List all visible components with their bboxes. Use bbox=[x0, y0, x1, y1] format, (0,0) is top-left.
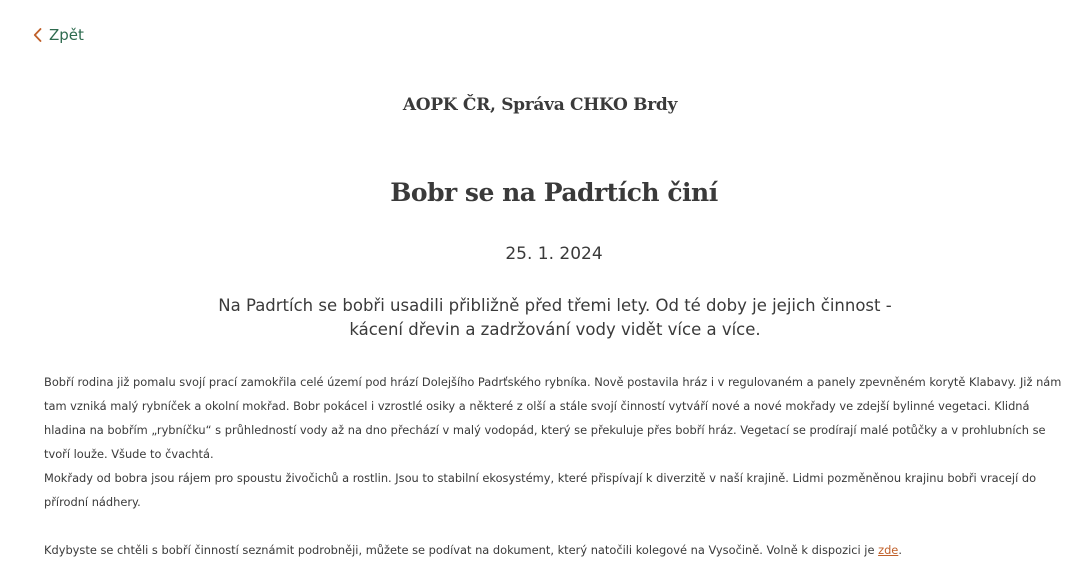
paragraph-1: Bobří rodina již pomalu svojí prací zamokřila celé území pod hrází Dolejšího Padrťského rybníka. Nově postavila hráz i v regulovaném a panely zpevněném korytě Klabavy. Již nám tam vzniká malý rybníček a okolní mokřad. Bobr pokácel i vzrostlé osiky a některé z olší a stále svojí činností vytváří nové a nové mokřady ve zdejší bylinné vegetaci. Klidná hladina na bobřím „rybníčku“ s průhledností vody až na dno přechází v malý vodopád, který se překuluje přes bobří hráz. Vegetací se prodírají malé potůčky a v prohlubních se tvoří louže. Všude to čvachtá. bbox=[44, 375, 1062, 461]
lead-line-2: kácení dřevin a zadržování vody vidět více a více. bbox=[349, 320, 761, 339]
article-lead bbox=[210, 294, 900, 342]
organization-name: AOPK ČR, Správa CHKO Brdy bbox=[402, 95, 678, 115]
paragraph-2: Mokřady od bobra jsou rájem pro spoustu živočichů a rostlin. Jsou to stabilní ekosystémy, které přispívají k diverzitě v naší krajině. Lidmi pozměněnou krajinu bobři vracejí do přírodní nádhery. bbox=[44, 471, 1037, 509]
article-body bbox=[44, 370, 1069, 562]
lead-line-1: Na Padrtích se bobři usadili přibližně před třemi lety. Od té doby je jejich činnost - bbox=[218, 296, 892, 315]
paragraph-3-end: . bbox=[898, 543, 902, 557]
paragraph-3-text: Kdybyste se chtěli s bobří činností seznámit podrobněji, můžete se podívat na dokument, který natočili kolegové na Vysočině. Volně k dispozici je bbox=[44, 543, 879, 557]
article-date: 25. 1. 2024 bbox=[505, 244, 603, 264]
paragraph-spacer bbox=[44, 514, 1069, 538]
back-label[interactable]: Zpět bbox=[49, 26, 84, 44]
chevron-left-icon bbox=[33, 28, 42, 42]
article-title: Bobr se na Padrtích činí bbox=[390, 178, 718, 207]
paragraph-3 bbox=[44, 538, 1069, 562]
document-link[interactable]: zde bbox=[878, 543, 899, 557]
back-link[interactable] bbox=[33, 26, 84, 44]
